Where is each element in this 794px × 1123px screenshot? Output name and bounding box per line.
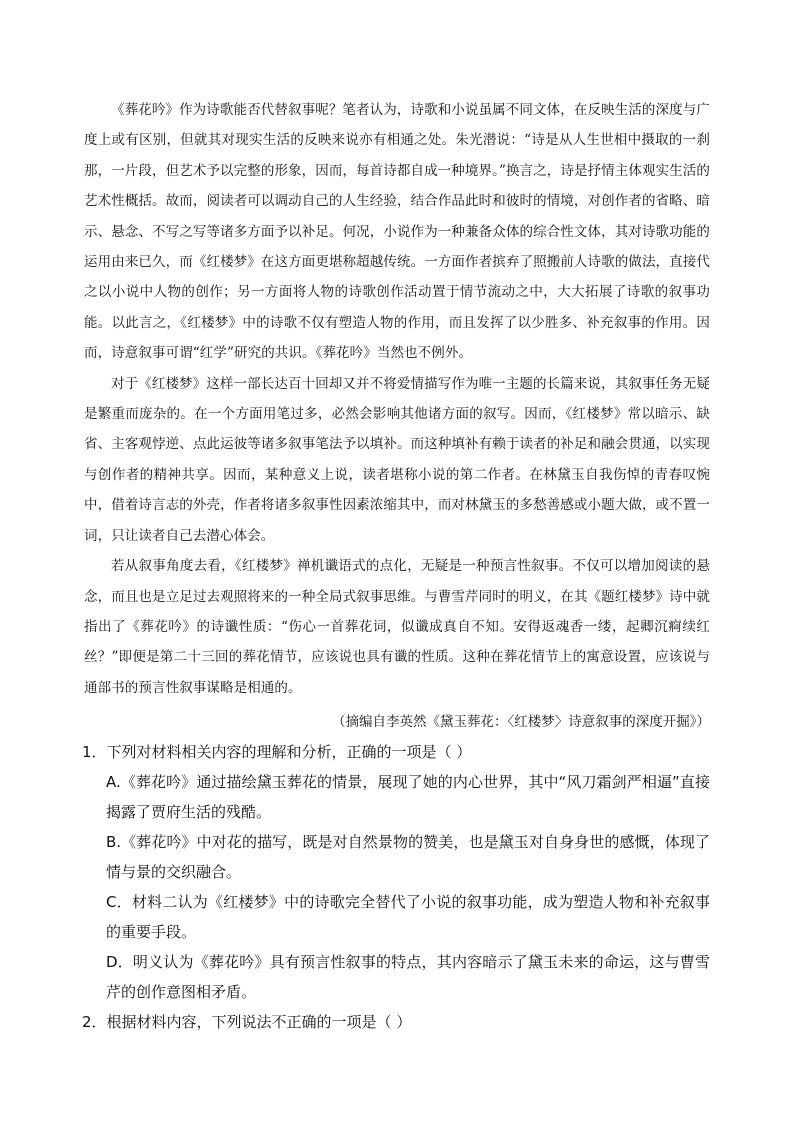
question-list [84,737,710,1037]
passage-paragraph-2: 对于《红楼梦》这样一部长达百十回却又并不将爱情描写作为唯一主题的长篇来说，其叙事任务无疑是繁重而庞杂的。在一个方面用笔过多，必然会影响其他诸方面的叙写。因而，《红楼梦》常以暗示、缺省、主客观悖逆、点此运彼等诸多叙事笔法予以填补。而这种填补有赖于读者的补足和融会贯通，以实现与创作者的精神共享。因而，某种意义上说，读者堪称小说的第二作者。在林黛玉自我伤悼的青春叹惋中，借着诗言志的外壳，作者将诸多叙事性因素浓缩其中，而对林黛玉的多愁善感或小题大做，或不置一词，只让读者自己去潜心体会。 [84,375,710,544]
question-1 [84,737,710,1007]
passage-paragraph-3: 若从叙事角度去看，《红楼梦》禅机谶语式的点化，无疑是一种预言性叙事。不仅可以增加阅读的悬念，而且也是立足过去观照将来的一种全局式叙事思维。与曹雪芹同时的明义，在其《题红楼梦》诗中就指出了《葬花吟》的诗谶性质：“伤心一首葬花词，似谶成真自不知。安得返魂香一缕，起卿沉痾续红丝？”即便是第二十三回的葬花情节，应该说也具有谶的性质。这种在葬花情节上的寓意设置，应该说与通部书的预言性叙事谋略是相通的。 [84,558,710,696]
option-d[interactable]: D．明义认为《葬花吟》具有预言性叙事的特点，其内容暗示了黛玉未来的命运，这与曹雪芹的创作意图相矛盾。 [106,953,710,1002]
passage-paragraph-1: 《葬花吟》作为诗歌能否代替叙事呢？笔者认为，诗歌和小说虽属不同文体，在反映生活的深度与广度上或有区别，但就其对现实生活的反映来说亦有相通之处。朱光潜说：“诗是从人生世相中摄取的一刹那，一片段，但艺术予以完整的形象，因而，每首诗都自成一种境界。”换言之，诗是抒情主体观实生活的艺术性概括。故而，阅读者可以调动自己的人生经验，结合作品此时和彼时的情境，对创作者的省略、暗示、悬念、不写之写等诸多方面予以补足。何况，小说作为一种兼备众体的综合性文体，其对诗歌功能的运用由来已久，而《红楼梦》在这方面更堪称超越传统。一方面作者摈弃了照搬前人诗歌的做法，直接代之以小说中人物的创作；另一方面将人物的诗歌创作活动置于情节流动之中，大大拓展了诗歌的叙事功能。以此言之，《红楼梦》中的诗歌不仅有塑造人物的作用，而且发挥了以少胜多、补充叙事的作用。因而，诗意叙事可谓“红学”研究的共识。《葬花吟》当然也不例外。 [84,102,710,362]
passage-source: （摘编自李英然《黛玉葬花：〈红楼梦〉诗意叙事的深度开掘》） [332,714,710,731]
option-c[interactable]: C．材料二认为《红楼梦》中的诗歌完全替代了小说的叙事功能，成为塑造人物和补充叙事的重要手段。 [106,893,710,942]
option-a[interactable]: A.《葬花吟》通过描绘黛玉葬花的情景，展现了她的内心世界，其中“风刀霜剑严相逼”直接揭露了贾府生活的残酷。 [106,773,710,822]
reading-passage [84,95,710,703]
question-stem: 2．根据材料内容，下列说法不正确的一项是（ ） [82,1013,412,1032]
option-b[interactable]: B.《葬花吟》中对花的描写，既是对自然景物的赞美，也是黛玉对自身身世的感慨，体现了情与景的交织融合。 [106,833,710,882]
question-stem: 1．下列对材料相关内容的理解和分析，正确的一项是（ ） [82,743,472,762]
question-2 [84,1007,710,1037]
